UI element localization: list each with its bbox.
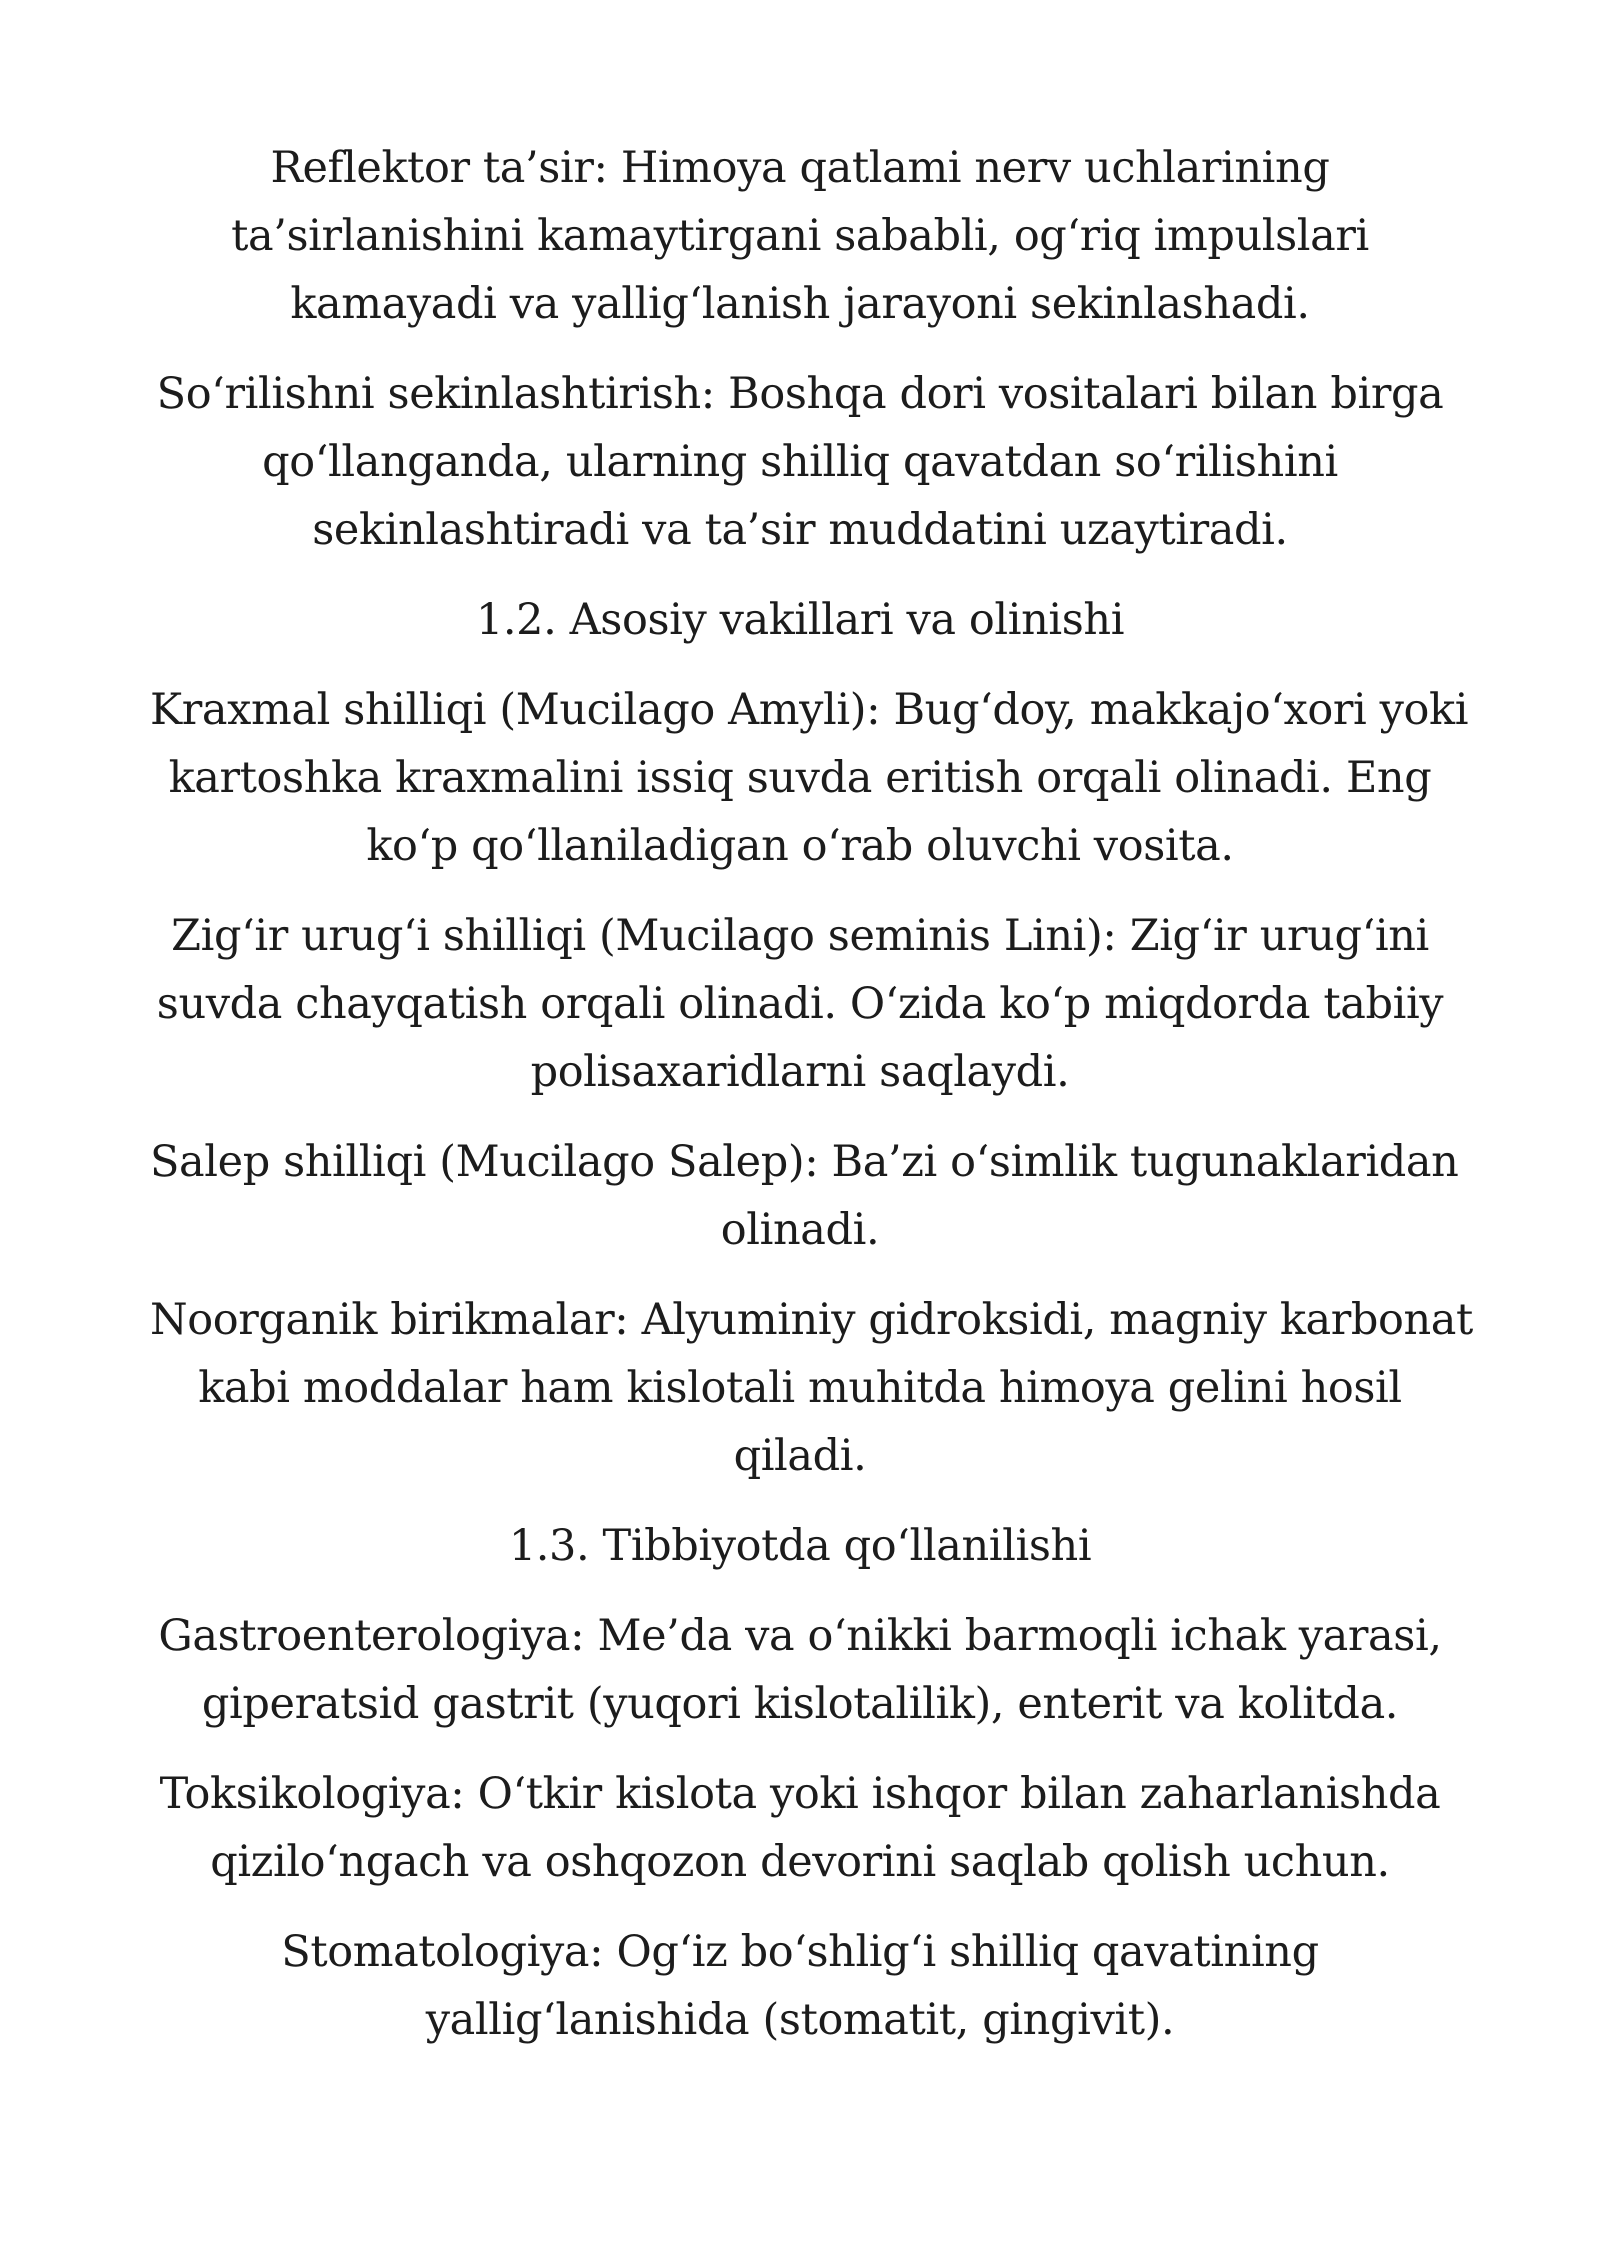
text-line: Noorganik birikmalar: Alyuminiy gidroksidi, magniy karbonat [150,1295,1473,1345]
text-line: Kraxmal shilliqi (Mucilago Amyli): Bug‘doy, makkajo‘xori yoki [150,685,1469,735]
text-line: So‘rilishni sekinlashtirish: Boshqa dori vositalari bilan birga [156,369,1444,419]
paragraph-noorganik-birikmalar [150,1286,1473,1490]
text-line: ta’sirlanishini kamaytirgani sababli, og‘riq impulslari [231,211,1369,261]
text-line: yallig‘lanishida (stomatit, gingivit). [425,1995,1175,2045]
text-line: Gastroenterologiya: Me’da va o‘nikki barmoqli ichak yarasi, [158,1611,1442,1661]
text-line: kabi moddalar ham kislotali muhitda himoya gelini hosil [198,1363,1402,1413]
text-line: suvda chayqatish orqali olinadi. O‘zida ko‘p miqdorda tabiiy [156,979,1444,1029]
text-line: sekinlashtiradi va ta’sir muddatini uzaytiradi. [312,505,1288,555]
text-line: ko‘p qo‘llaniladigan o‘rab oluvchi vosita. [366,821,1234,871]
text-line: kartoshka kraxmalini issiq suvda eritish orqali olinadi. Eng [168,753,1432,803]
text-line: qizilo‘ngach va oshqozon devorini saqlab qolish uchun. [210,1837,1390,1887]
paragraph-salep-shilliqi [150,1128,1459,1264]
text-line: Reflektor ta’sir: Himoya qatlami nerv uchlarining [270,143,1330,193]
paragraph-gastroenterologiya [150,1602,1450,1738]
paragraph-kraxmal-shilliqi [150,676,1469,880]
text-line: qiladi. [733,1431,867,1481]
text-line: Salep shilliqi (Mucilago Salep): Ba’zi o‘simlik tugunaklaridan [150,1137,1459,1187]
text-line: Stomatologiya: Og‘iz bo‘shlig‘i shilliq qavatining [281,1927,1319,1977]
paragraph-reflektor-tasir [150,134,1450,338]
text-line: Zig‘ir urug‘i shilliqi (Mucilago seminis Lini): Zig‘ir urug‘ini [171,911,1429,961]
text-line: kamayadi va yallig‘lanish jarayoni sekinlashadi. [290,279,1310,329]
section-heading-1-3 [150,1512,1450,1580]
text-line: qo‘llanganda, ularning shilliq qavatdan so‘rilishini [262,437,1338,487]
paragraph-sorilishni-sekinlashtirish [150,360,1450,564]
paragraph-zigir-urugi-shilliqi [150,902,1450,1106]
paragraph-toksikologiya [150,1760,1450,1896]
text-line: giperatsid gastrit (yuqori kislotalilik), enterit va kolitda. [201,1679,1399,1729]
section-heading-1-2 [150,586,1450,654]
paragraph-stomatologiya [150,1918,1450,2054]
text-line: Toksikologiya: O‘tkir kislota yoki ishqor bilan zaharlanishda [159,1769,1441,1819]
text-line: polisaxaridlarni saqlaydi. [530,1047,1070,1097]
heading-text: 1.3. Tibbiyotda qo‘llanilishi [508,1521,1092,1571]
text-line: olinadi. [720,1205,880,1255]
heading-text: 1.2. Asosiy vakillari va olinishi [475,595,1125,645]
